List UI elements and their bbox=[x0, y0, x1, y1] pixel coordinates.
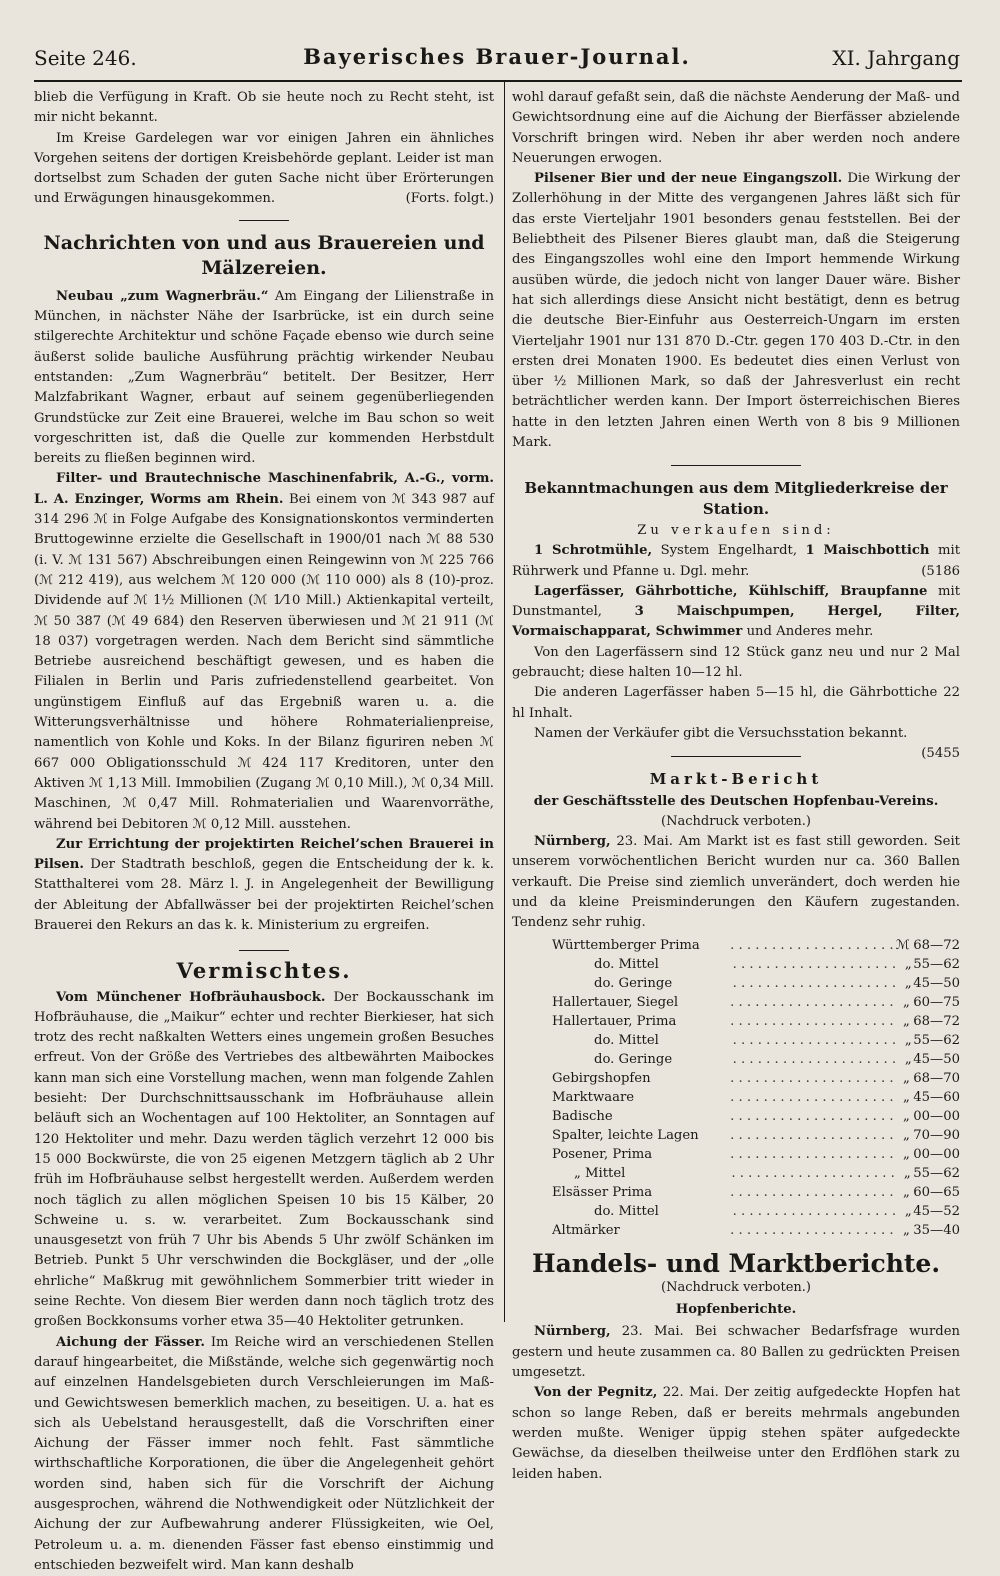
hop-variety: do. Geringe bbox=[594, 975, 673, 991]
market-report-text bbox=[512, 832, 960, 933]
hop-variety: Hallertauer, Prima bbox=[552, 1013, 677, 1029]
continuation-text: blieb die Verfügung in Kraft. Ob sie heute noch zu Recht steht, ist mir nicht bekannt. bbox=[34, 90, 494, 126]
leader-dots: . . . . . . . . . . . . . . . . . . . . bbox=[730, 1184, 894, 1200]
article-wagnerbraeu bbox=[34, 287, 494, 470]
price-list bbox=[552, 936, 960, 1240]
leader-dots: . . . . . . . . . . . . . . . . . . . . bbox=[730, 994, 894, 1010]
leader-dots: . . . . . . . . . . . . . . . . . . . . bbox=[732, 1032, 897, 1048]
notice-bold: 3 Maischpumpen, Hergel, Filter, Vormaischapparat, Schwimmer bbox=[512, 604, 960, 640]
hop-variety: do. Mittel bbox=[594, 1203, 659, 1219]
leader-dots: . . . . . . . . . . . . . . . . . . . . bbox=[730, 1013, 894, 1029]
price-row bbox=[552, 974, 960, 993]
hop-variety: do. Geringe bbox=[594, 1051, 673, 1067]
price-row bbox=[552, 993, 960, 1012]
hop-report bbox=[512, 1322, 960, 1383]
price-range: 68—72 bbox=[913, 937, 960, 953]
price-unit: „ bbox=[902, 1127, 910, 1143]
market-body: 23. Mai. Am Markt ist es fast still geworden. Seit unserem vorwöchentlichen Bericht wurden nur ca. 360 Ballen verkauft. Die Preise sind ziemlich unverändert, doch werden hie und da kleine Preisminderungen den Käufern zugestanden. Tendenz sehr ruhig. bbox=[512, 834, 960, 931]
hop-variety: Elsässer Prima bbox=[552, 1184, 653, 1200]
notice-text: und Anderes mehr. bbox=[742, 624, 874, 640]
price-range: 70—90 bbox=[913, 1127, 960, 1143]
leader-dots: . . . . . . . . . . . . . . . . . . . . bbox=[732, 975, 897, 991]
price-unit: „ bbox=[903, 1165, 911, 1181]
price-unit: „ bbox=[904, 1032, 912, 1048]
article-aichung bbox=[34, 1333, 494, 1576]
notice-item bbox=[512, 724, 960, 762]
price-range: 45—50 bbox=[913, 1051, 960, 1067]
market-city: Nürnberg, bbox=[534, 834, 611, 850]
hop-variety: „ Mittel bbox=[574, 1165, 626, 1181]
price-row bbox=[552, 1012, 960, 1031]
page-number: Seite 246. bbox=[34, 46, 137, 70]
article-body: Bei einem von ℳ 343 987 auf 314 296 ℳ in Folge Aufgabe des Konsignationskontos verminderten Bruttogewinne erzielte die Gesellschaft in 1900/01 nach ℳ 88 530 (i. V. ℳ 131 567) Abschreibungen einen Reingewinn von ℳ 225 766 (ℳ 212 419), aus welchem ℳ 120 000 (ℳ 110 000) als 8 (10)-proz. Dividende auf ℳ 1½ Millionen (ℳ 1⁄10 Mill.) Aktienkapital verteilt, ℳ 50 387 (ℳ 49 684) den Reserven überwiesen und ℳ 21 911 (ℳ 18 037) vorgetragen werden. Nach dem Bericht sind sämmtliche Betriebe ausreichend beschäftigt gewesen, und es haben die Filialen in Berlin und Paris zufriedenstellend gearbeitet. Von ungünstigem Einfluß auf das Ergebniß waren u. a. die Witterungsverhältnisse und höhere Rohmaterialienpreise, namentlich von Kohle und Koks. In der Bilanz figuriren neben ℳ 667 000 Obligationsschuld ℳ 424 117 Kreditoren, unter den Aktiven ℳ 1,13 Mill. Immobilien (Zugang ℳ 0,10 Mill.), ℳ 0,34 Mill. Maschinen, ℳ 0,47 Mill. Rohmaterialien und Waarenvorräthe, während bei Debitoren ℳ 0,12 Mill. ausstehen. bbox=[34, 491, 494, 832]
separator bbox=[239, 950, 289, 951]
price-unit: „ bbox=[904, 956, 912, 972]
leader-dots: . . . . . . . . . . . . . . . . . . . . bbox=[731, 1165, 895, 1181]
article-title: Neubau „zum Wagnerbräu.“ bbox=[56, 288, 269, 304]
leader-dots: . . . . . . . . . . . . . . . . . . . . bbox=[732, 956, 897, 972]
price-range: 55—62 bbox=[913, 1165, 960, 1181]
volume-year: XI. Jahrgang bbox=[832, 46, 960, 70]
market-report-subtitle: der Geschäftsstelle des Deutschen Hopfenbau-Vereins. bbox=[533, 793, 939, 809]
hop-report-city: Nürnberg, bbox=[534, 1324, 611, 1340]
hop-variety: do. Mittel bbox=[594, 956, 659, 972]
notice-title: Bekanntmachungen aus dem Mitgliederkreise der Station. bbox=[524, 479, 948, 518]
article-title: Vom Münchener Hofbräuhausbock. bbox=[56, 989, 326, 1005]
header-rule bbox=[34, 80, 962, 82]
separator bbox=[671, 756, 801, 757]
price-row bbox=[552, 1107, 960, 1126]
notice-code: (5455 bbox=[921, 746, 960, 762]
trade-reports-title: Handels- und Marktberichte. bbox=[531, 1248, 941, 1278]
notice-item bbox=[512, 541, 960, 582]
column-divider bbox=[504, 82, 505, 1322]
price-range: 45—52 bbox=[913, 1203, 960, 1219]
price-row bbox=[552, 1221, 960, 1240]
price-range: 68—70 bbox=[913, 1070, 960, 1086]
article-reichel bbox=[34, 835, 494, 936]
article-title: Zur Errichtung der projektirten Reichel’schen Brauerei in Pilsen. bbox=[34, 836, 494, 873]
hop-variety: Badische bbox=[552, 1108, 613, 1124]
market-report-title: Markt-Bericht bbox=[649, 770, 823, 789]
article-pilsener bbox=[512, 169, 960, 453]
price-range: 00—00 bbox=[913, 1108, 960, 1124]
price-unit: „ bbox=[902, 1222, 910, 1238]
notice-item: Von den Lagerfässern sind 12 Stück ganz neu und nur 2 Mal gebraucht; diese halten 10—12 hl. bbox=[512, 644, 960, 681]
notice-item: Die anderen Lagerfässer haben 5—15 hl, die Gährbottiche 22 hl Inhalt. bbox=[512, 685, 960, 721]
price-range: 55—62 bbox=[913, 1032, 960, 1048]
price-row bbox=[552, 1183, 960, 1202]
right-column bbox=[512, 88, 960, 1482]
notice-item bbox=[512, 582, 960, 643]
article-body: Am Eingang der Lilienstraße in München, in nächster Nähe der Isarbrücke, ist ein durch seine stilgerechte Architektur und schöne Façade ebenso wie durch seine äußerst solide bauliche Ausführung prächtig wirkender Neubau entstanden: „Zum Wagnerbräu“ betitelt. Der Besitzer, Herr Malzfabrikant Wagner, erbaut auf seinem gegenüberliegenden Grundstücke zur Zeit eine Brauerei, welche im Bau schon so weit vorgeschritten ist, daß die Quelle zur kommenden Herbstdult bereits zu fließen beginnen wird. bbox=[34, 288, 494, 467]
leader-dots: . . . . . . . . . . . . . . . . . . . . bbox=[730, 1127, 894, 1143]
leader-dots: . . . . . . . . . . . . . . . . . . . . bbox=[730, 1222, 894, 1238]
notice-text: System Engelhardt, bbox=[652, 543, 806, 559]
price-range: 68—72 bbox=[913, 1013, 960, 1029]
price-unit: „ bbox=[904, 975, 912, 991]
notice-text: mit Dunstmantel, bbox=[512, 583, 960, 620]
hop-report bbox=[512, 1383, 960, 1484]
price-row bbox=[552, 1031, 960, 1050]
price-row bbox=[552, 936, 960, 955]
hop-reports-title: Hopfenberichte. bbox=[675, 1302, 797, 1318]
notice-bold: 1 Maischbottich bbox=[805, 543, 930, 559]
page-header bbox=[34, 42, 960, 76]
reprint-note: (Nachdruck verboten.) bbox=[661, 1279, 811, 1295]
price-unit: „ bbox=[902, 1184, 910, 1200]
price-row bbox=[552, 1164, 960, 1183]
price-row bbox=[552, 1050, 960, 1069]
price-row bbox=[552, 1126, 960, 1145]
leader-dots: . . . . . . . . . . . . . . . . . . . . bbox=[732, 1203, 897, 1219]
leader-dots: . . . . . . . . . . . . . . . . . . . . bbox=[730, 937, 894, 953]
notice-code: (5186 bbox=[921, 563, 960, 579]
price-range: 60—65 bbox=[913, 1184, 960, 1200]
continuation-text: wohl darauf gefaßt sein, daß die nächste Aenderung der Maß- und Gewichtsordnung eine auf die Aichung der Bierfässer abzielende Vorschrift bringen wird. Neben ihr aber werden noch andere Neuerungen erwogen. bbox=[512, 90, 960, 166]
continuation-text-2 bbox=[34, 129, 494, 210]
price-row bbox=[552, 955, 960, 974]
price-range: 45—50 bbox=[913, 975, 960, 991]
price-range: 00—00 bbox=[913, 1146, 960, 1162]
article-hofbraeuhausbock bbox=[34, 988, 494, 1333]
leader-dots: . . . . . . . . . . . . . . . . . . . . bbox=[730, 1089, 894, 1105]
article-title: Aichung der Fässer. bbox=[56, 1334, 205, 1350]
price-range: 55—62 bbox=[913, 956, 960, 972]
leader-dots: . . . . . . . . . . . . . . . . . . . . bbox=[732, 1051, 897, 1067]
notice-bold: 1 Schrotmühle, bbox=[534, 543, 653, 559]
price-row bbox=[552, 1069, 960, 1088]
price-unit: „ bbox=[902, 1070, 910, 1086]
article-body: Im Reiche wird an verschiedenen Stellen darauf hingearbeitet, die Mißstände, welche sich gegenwärtig noch auf einzelnen Handelsgebieten durch Verschleierungen im Maß- und Gewichtswesen bemerklich machen, zu beseitigen. U. a. hat es sich als Uebelstand herausgestellt, daß die Vorschriften einer Aichung der Fässer immer noch fehlt. Fast sämmtliche wirthschaftliche Korporationen, die über die Angelegenheit gehört worden sind, haben sich für die Vorschrift der Aichung ausgesprochen, während die Nothwendigkeit oder Nützlichkeit der Aichung der zur Aufbewahrung anderer Flüssigkeiten, wie Oel, Petroleum u. a. m. dienenden Fässer fast ebenso einstimmig und entschieden bezweifelt wird. Man kann deshalb bbox=[34, 1334, 494, 1573]
price-range: 60—75 bbox=[913, 994, 960, 1010]
price-row bbox=[552, 1088, 960, 1107]
hop-variety: Württemberger Prima bbox=[552, 937, 700, 953]
notice-subtitle: Zu verkaufen sind: bbox=[637, 522, 835, 538]
leader-dots: . . . . . . . . . . . . . . . . . . . . bbox=[730, 1070, 894, 1086]
notice-text: mit Rührwerk und Pfanne u. Dgl. mehr. bbox=[512, 543, 960, 579]
price-unit: ℳ bbox=[895, 937, 910, 953]
article-body: Der Bockausschank im Hofbräuhause, die „Maikur“ echter und rechter Bierkieser, hat sich trotz des recht naßkalten Wetters eines ungemein großen Besuches erfreut. Von der Größe des Vertriebes des altbewährten Maibockes kann man sich eine Vorstellung machen, wenn man folgende Zahlen besieht: Der Durchschnittsausschank im Hofbräuhause allein beläuft sich an Wochentagen auf 100 Hektoliter, an Sonntagen auf 120 Hektoliter und mehr. Dazu werden täglich verzehrt 12 000 bis 15 000 Bockwürste, die von 25 eigenen Metzgern täglich ab 2 Uhr früh im Hofbräuhause selbst hergestellt werden. Außerdem werden noch täglich zu allen möglichen Speisen 10 bis 15 Kälber, 20 Schweine u. s. w. verarbeitet. Zum Bockausschank sind unausgesetzt von früh 7 Uhr bis Abends 5 Uhr zwölf Schänken im Betrieb. Punkt 5 Uhr verschwinden die Bockgläser, und der „olle ehrliche“ Maßkrug mit gewöhnlichem Sommerbier tritt wieder in seine Rechte. Von diesem Bier werden dann noch täglich trotz des großen Bockkonsums vorher etwa 35—40 Hektoliter getrunken. bbox=[34, 989, 494, 1330]
section-title-misc: Vermischtes. bbox=[176, 958, 352, 984]
price-row bbox=[552, 1145, 960, 1164]
separator bbox=[671, 465, 801, 466]
price-row bbox=[552, 1202, 960, 1221]
article-enzinger bbox=[34, 469, 494, 834]
leader-dots: . . . . . . . . . . . . . . . . . . . . bbox=[730, 1108, 894, 1124]
article-title: Pilsener Bier und der neue Eingangszoll. bbox=[534, 171, 843, 187]
hop-variety: Spalter, leichte Lagen bbox=[552, 1127, 699, 1143]
hop-variety: do. Mittel bbox=[594, 1032, 659, 1048]
hop-variety: Posener, Prima bbox=[552, 1146, 653, 1162]
hop-report-body: 22. Mai. Der zeitig aufgedeckte Hopfen hat schon so lange Reben, daß er bereits mehrmals angebunden werden mußte. Weniger üppig stehen später aufgedeckte Gewächse, da dieselben theilweise unter den Erdflöhen stark zu leiden haben. bbox=[512, 1385, 960, 1482]
section-title-breweries: Nachrichten von und aus Brauereien und Mälzereien. bbox=[43, 231, 485, 279]
article-title: Filter- und Brautechnische Maschinenfabrik, A.-G., vorm. L. A. Enzinger, Worms am Rhein. bbox=[34, 471, 494, 507]
price-unit: „ bbox=[902, 994, 910, 1010]
separator bbox=[239, 220, 289, 221]
hop-variety: Gebirgshopfen bbox=[552, 1070, 651, 1086]
hop-variety: Marktwaare bbox=[552, 1089, 635, 1105]
hop-report-body: 23. Mai. Bei schwacher Bedarfsfrage wurden gestern und heute zusammen ca. 80 Ballen zu gedrückten Preisen umgesetzt. bbox=[512, 1324, 960, 1381]
reprint-note: (Nachdruck verboten.) bbox=[661, 813, 811, 829]
journal-title: Bayerisches Brauer-Journal. bbox=[303, 44, 691, 69]
article-body: Die Wirkung der Zollerhöhung in der Mitte des vergangenen Jahres läßt sich für das erste Vierteljahr 1901 besonders genau feststellen. Bei der Beliebtheit des Pilsener Bieres glaubt man, daß die Steigerung des Eingangszolles wohl eine den Import hemmende Wirkung ausüben würde, die jedoch nicht von langer Dauer wäre. Bisher hat sich allerdings diese Ansicht nicht bestätigt, denn es betrug die deutsche Bier-Einfuhr aus Oesterreich-Ungarn im ersten Vierteljahr 1901 nur 131 870 D.-Ctr. gegen 170 403 D.-Ctr. in den ersten drei Monaten 1900. Es bedeutet dies einen Verlust von über ½ Millionen Mark, so daß der Jahresverlust ein recht beträchtlicher werden kann. Der Import österreichischen Bieres hatte in den letzten Jahren einen Werth von 8 bis 9 Millionen Mark. bbox=[512, 171, 960, 451]
hop-report-city: Von der Pegnitz, bbox=[534, 1385, 658, 1401]
price-unit: „ bbox=[904, 1051, 912, 1067]
article-body: Der Stadtrath beschloß, gegen die Entscheidung der k. k. Statthalterei vom 28. März l. J. in Angelegenheit der Bewilligung der Ableitung der Abfallwässer bei der projektirten Reichel’schen Brauerei den Rekurs an das k. k. Ministerium zu ergreifen. bbox=[34, 857, 494, 933]
price-unit: „ bbox=[902, 1013, 910, 1029]
left-column bbox=[34, 88, 494, 1573]
notice-bold: Lagerfässer, Gährbottiche, Kühlschiff, Braupfanne bbox=[534, 583, 928, 599]
price-unit: „ bbox=[902, 1089, 910, 1105]
leader-dots: . . . . . . . . . . . . . . . . . . . . bbox=[730, 1146, 894, 1162]
price-range: 35—40 bbox=[913, 1222, 960, 1238]
price-unit: „ bbox=[902, 1146, 910, 1162]
price-range: 45—60 bbox=[913, 1089, 960, 1105]
continued-note: (Forts. folgt.) bbox=[405, 191, 494, 207]
price-unit: „ bbox=[902, 1108, 910, 1124]
continuation-body: Im Kreise Gardelegen war vor einigen Jahren ein ähnliches Vorgehen seitens der dortigen Kreisbehörde geplant. Leider ist man dortselbst zum Schaden der guten Sache nicht über Erörterungen und Erwägungen hinausgekommen. bbox=[34, 130, 494, 207]
hop-variety: Altmärker bbox=[552, 1222, 620, 1238]
notice-text: Namen der Verkäufer gibt die Versuchsstation bekannt. bbox=[534, 725, 908, 741]
price-unit: „ bbox=[904, 1203, 912, 1219]
hop-variety: Hallertauer, Siegel bbox=[552, 994, 679, 1010]
